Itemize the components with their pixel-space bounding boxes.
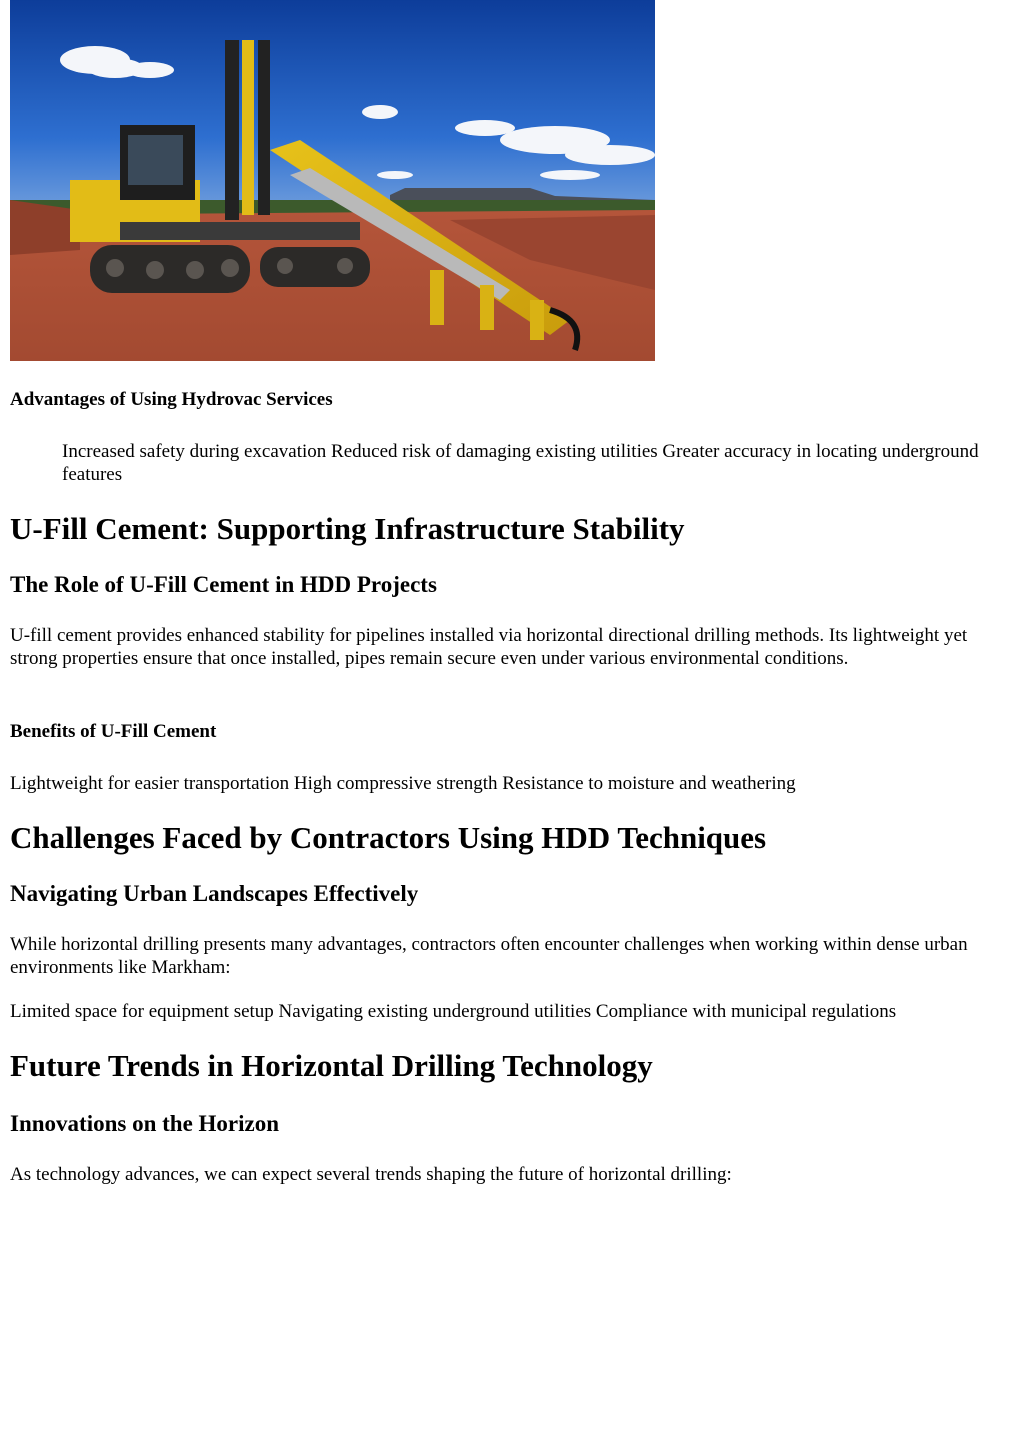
ufill-role-heading: The Role of U-Fill Cement in HDD Projects <box>10 572 437 597</box>
ufill-benefits-heading: Benefits of U-Fill Cement <box>10 721 217 742</box>
ufill-benefits-list: Lightweight for easier transportation High compressive strength Resistance to moisture and weathering <box>10 773 796 794</box>
challenges-section-title: Challenges Faced by Contractors Using HDD Techniques <box>10 820 767 855</box>
urban-landscapes-heading: Navigating Urban Landscapes Effectively <box>10 881 419 906</box>
innovations-paragraph: As technology advances, we can expect several trends shaping the future of horizontal drilling: <box>10 1164 732 1185</box>
innovations-heading: Innovations on the Horizon <box>10 1111 280 1136</box>
urban-challenges-list: Limited space for equipment setup Navigating existing underground utilities Compliance with municipal regulations <box>10 1001 897 1022</box>
future-trends-section-title: Future Trends in Horizontal Drilling Technology <box>10 1048 653 1083</box>
urban-landscapes-paragraph: While horizontal drilling presents many advantages, contractors often encounter challenges when working within dense urban environments like Markham: <box>10 934 968 978</box>
hydrovac-advantages-list: Increased safety during excavation Reduced risk of damaging existing utilities Greater accuracy in locating underground features <box>62 441 979 485</box>
ufill-section-title: U-Fill Cement: Supporting Infrastructure Stability <box>10 511 685 546</box>
ufill-role-paragraph: U-fill cement provides enhanced stability for pipelines installed via horizontal directional drilling methods. Its lightweight yet strong properties ensure that once installed, pipes remain secure even under various environmental conditions. <box>10 625 968 669</box>
drilling-rig-image <box>10 0 655 361</box>
hydrovac-advantages-heading: Advantages of Using Hydrovac Services <box>10 389 333 410</box>
